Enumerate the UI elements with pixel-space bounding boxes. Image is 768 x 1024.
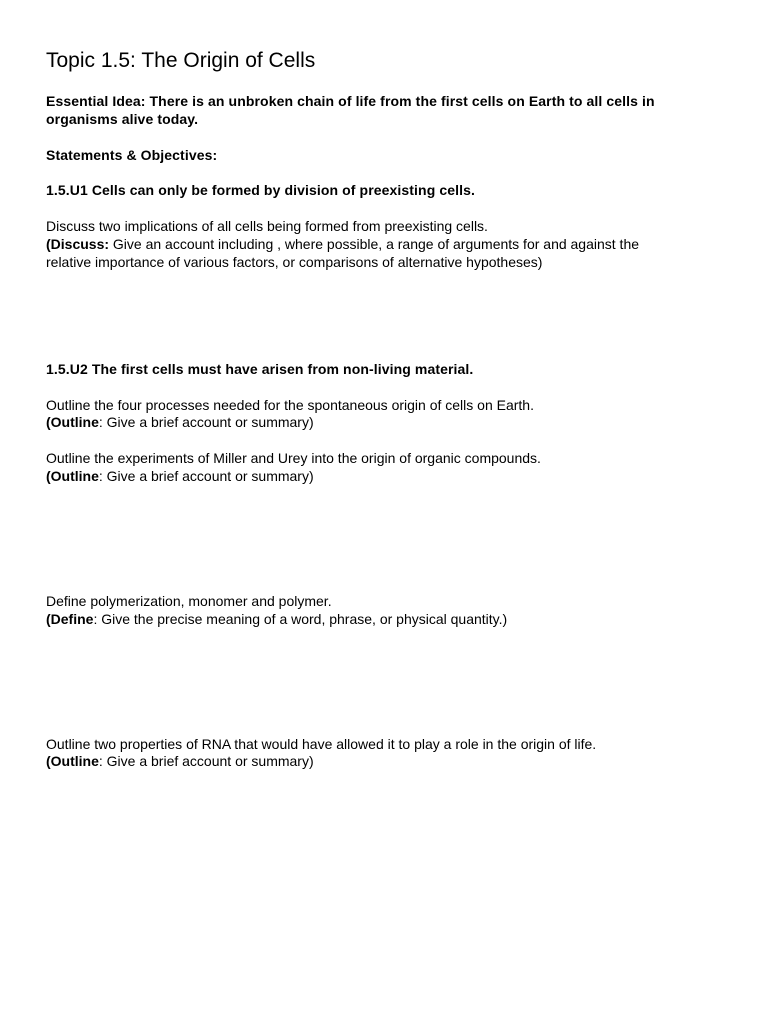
command-term-definition bbox=[46, 235, 639, 253]
question-prompt: Discuss two implications of all cells being formed from preexisting cells. bbox=[46, 218, 488, 234]
essential-idea-line-1: Essential Idea: There is an unbroken chain of life from the first cells on Earth to all cells in bbox=[46, 93, 655, 109]
essential-idea-line-2: organisms alive today. bbox=[46, 111, 199, 127]
command-term: (Outline bbox=[46, 753, 99, 769]
page-title: Topic 1.5: The Origin of Cells bbox=[46, 49, 316, 72]
command-term-definition-text: Give an account including , where possible, a range of arguments for and against the bbox=[109, 236, 640, 252]
command-term: (Discuss: bbox=[46, 236, 110, 252]
command-term: (Define bbox=[46, 611, 94, 627]
section-heading-u1: 1.5.U1 Cells can only be formed by division of preexisting cells. bbox=[46, 182, 475, 198]
command-term-definition-text: : Give the precise meaning of a word, phrase, or physical quantity.) bbox=[93, 611, 508, 627]
command-term-definition bbox=[46, 752, 314, 770]
question-prompt: Outline the four processes needed for the spontaneous origin of cells on Earth. bbox=[46, 397, 534, 413]
question-prompt: Define polymerization, monomer and polymer. bbox=[46, 593, 332, 609]
command-term: (Outline bbox=[46, 468, 99, 484]
question-prompt: Outline the experiments of Miller and Urey into the origin of organic compounds. bbox=[46, 450, 541, 466]
section-heading-u2: 1.5.U2 The first cells must have arisen from non-living material. bbox=[46, 361, 474, 377]
command-term-definition-text: : Give a brief account or summary) bbox=[98, 753, 314, 769]
command-term-definition bbox=[46, 610, 507, 628]
command-term-definition bbox=[46, 467, 314, 485]
command-term-definition-continued: relative importance of various factors, or comparisons of alternative hypotheses) bbox=[46, 254, 543, 270]
command-term-definition bbox=[46, 413, 314, 431]
question-prompt: Outline two properties of RNA that would have allowed it to play a role in the origin of life. bbox=[46, 736, 597, 752]
statements-heading: Statements & Objectives: bbox=[46, 147, 218, 163]
command-term: (Outline bbox=[46, 414, 99, 430]
command-term-definition-text: : Give a brief account or summary) bbox=[98, 414, 314, 430]
command-term-definition-text: : Give a brief account or summary) bbox=[98, 468, 314, 484]
